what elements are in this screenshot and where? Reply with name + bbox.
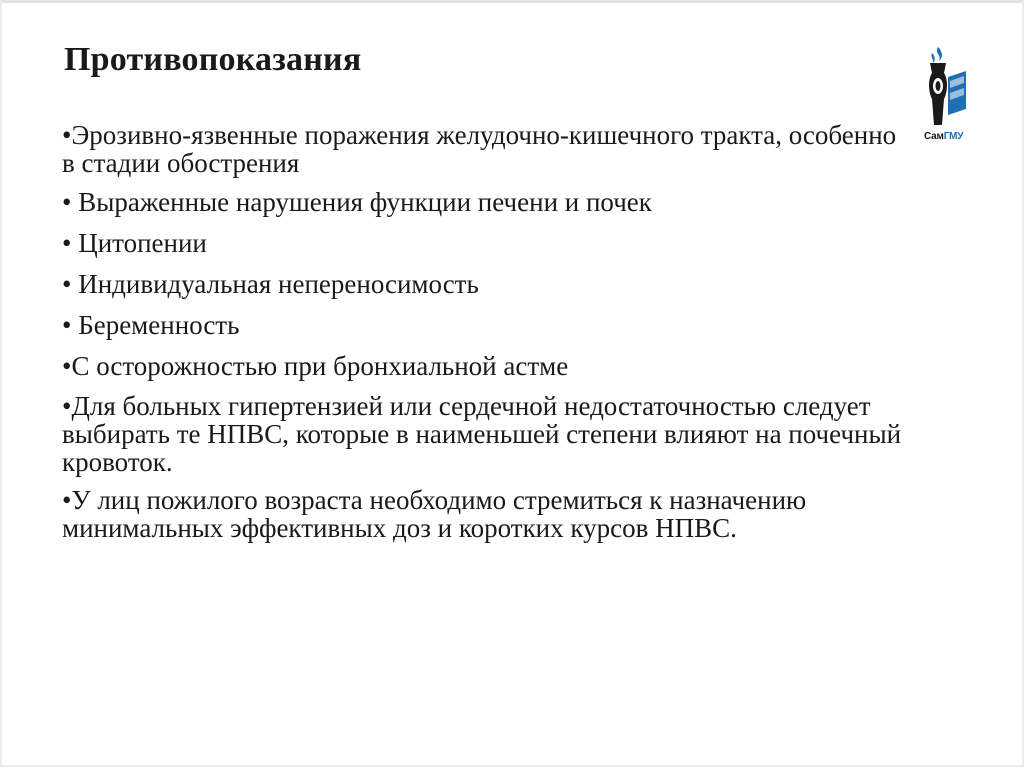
bullet-item: •Эрозивно-язвенные поражения желудочно-кишечного тракта, особенно в стадии обострения [62, 120, 897, 178]
bullet-item: • Индивидуальная непереносимость [62, 269, 479, 299]
bullet-item: • Беременность [62, 310, 240, 340]
bullet-item: • Цитопении [62, 228, 207, 258]
logo-text-dark: Сам [924, 131, 944, 142]
logo-text [924, 131, 963, 142]
samgmu-torch-logo-icon [908, 43, 978, 131]
logo-text-accent: ГМУ [943, 131, 964, 142]
bullet-item: •Для больных гипертензией или сердечной недостаточностью следует выбирать те НПВС, которые в наименьшей степени влияют на почечный кровоток. [62, 391, 902, 477]
bullet-item: •У лиц пожилого возраста необходимо стремиться к назначению минимальных эффективных доз и коротких курсов НПВС. [62, 485, 807, 543]
slide-title: Противопоказания [64, 41, 362, 78]
bullet-item: • Выраженные нарушения функции печени и почек [62, 187, 652, 217]
bullet-list [62, 121, 912, 552]
samgmu-logo [908, 43, 978, 153]
bullet-item: •С осторожностью при бронхиальной астме [62, 351, 569, 381]
